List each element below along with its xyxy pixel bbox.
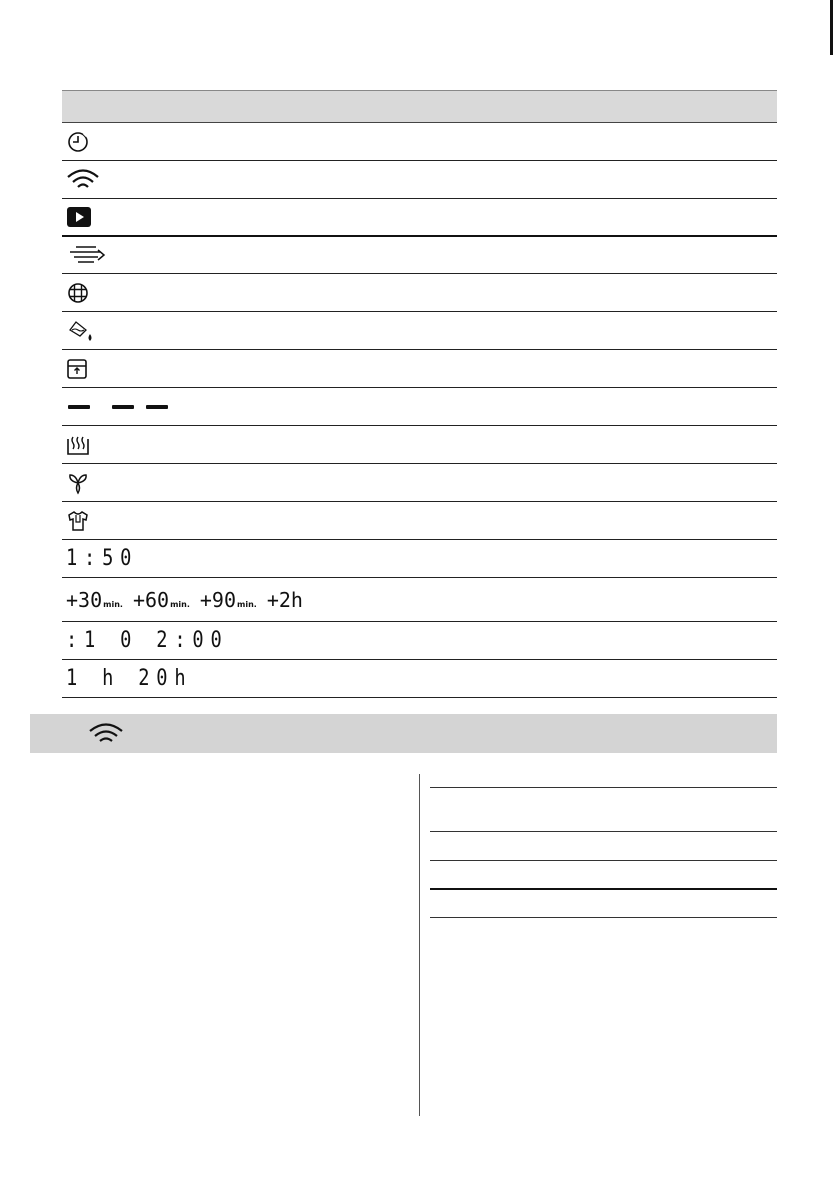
shirt-icon — [66, 502, 90, 539]
table-row — [62, 660, 777, 698]
globe-grid-icon — [66, 274, 90, 311]
play-icon — [66, 199, 92, 235]
table-rule — [430, 860, 777, 861]
display-time-text: 1:50 — [66, 546, 139, 571]
door-lock-icon — [66, 350, 88, 387]
section-band — [30, 714, 777, 753]
table-row — [62, 578, 777, 622]
table-row — [62, 502, 777, 540]
table-row — [62, 123, 777, 161]
table-row — [62, 388, 777, 426]
clock-delay-icon — [66, 123, 90, 160]
steam-icon — [66, 426, 90, 463]
unit-label: min. — [170, 599, 190, 609]
table-row — [62, 199, 777, 237]
fan-propeller-icon — [66, 464, 90, 501]
display-countdown — [66, 622, 257, 659]
unit-label: min. — [103, 599, 123, 609]
extra-time-30: +30 — [66, 587, 103, 612]
table-row — [62, 622, 777, 660]
display-hours-text: 1 h 20h — [66, 666, 193, 691]
display-countdown-text: :1 0 2:00 — [66, 628, 229, 653]
extra-time-2h: +2h — [266, 587, 303, 612]
rinse-arrow-icon — [66, 237, 108, 273]
display-extra-times — [66, 578, 303, 621]
table-rule — [430, 917, 777, 918]
column-divider — [419, 774, 420, 1116]
table-rule — [430, 831, 777, 832]
table-row — [62, 312, 777, 350]
table-row — [62, 274, 777, 312]
table-row — [62, 350, 777, 388]
display-hours — [66, 660, 215, 697]
page-fold-mark — [830, 0, 833, 55]
unit-label: min. — [237, 599, 257, 609]
table-row — [62, 464, 777, 502]
table-row — [62, 161, 777, 199]
extra-time-90: +90 — [199, 587, 236, 612]
rinse-aid-drop-icon — [66, 312, 96, 349]
dashes-icon — [66, 388, 176, 425]
symbols-table-header — [62, 90, 777, 123]
extra-time-60: +60 — [132, 587, 170, 612]
wifi-icon — [88, 722, 124, 746]
symbols-table — [62, 90, 777, 698]
table-rule — [430, 888, 777, 890]
display-time — [66, 540, 151, 577]
table-rule — [430, 787, 777, 788]
table-row — [62, 540, 777, 578]
table-row — [62, 426, 777, 464]
table-row — [62, 237, 777, 274]
wifi-icon — [66, 161, 100, 198]
